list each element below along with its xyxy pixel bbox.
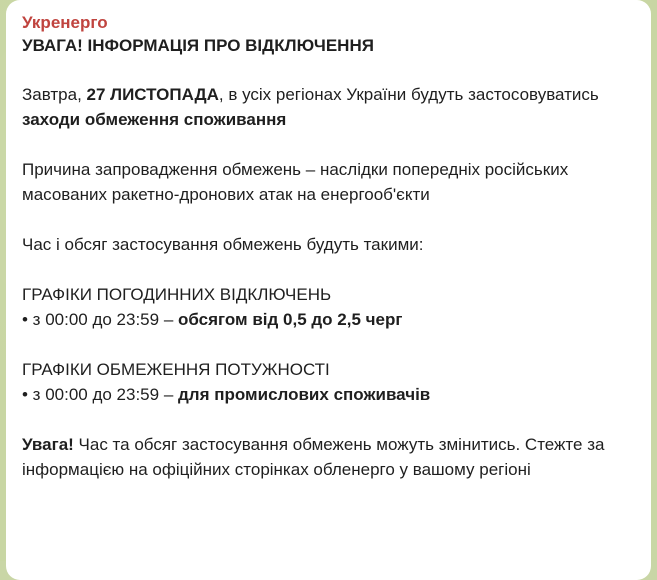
bullet-time: • з 00:00 до 23:59 – [22, 310, 178, 329]
sender-name[interactable]: Укренерго [22, 13, 108, 32]
section-bullet-power-limits [22, 382, 635, 407]
paragraph-warning [22, 432, 635, 482]
spacer [22, 57, 635, 82]
section-heading-hourly-outages: ГРАФІКИ ПОГОДИННИХ ВІДКЛЮЧЕНЬ [22, 285, 332, 304]
spacer [22, 332, 635, 357]
warning-label: Увага! [22, 435, 74, 454]
announcement-text-2: , в усіх регіонах України будуть застосовуватись [218, 85, 599, 104]
paragraph-announcement [22, 82, 635, 132]
spacer [22, 257, 635, 282]
paragraph-schedule-intro: Час і обсяг застосування обмежень будуть такими: [22, 235, 424, 254]
bullet-time: • з 00:00 до 23:59 – [22, 385, 178, 404]
message-bubble [6, 0, 651, 580]
section-bullet-hourly-outages [22, 307, 635, 332]
paragraph-reason: Причина запровадження обмежень – наслідки попередніх російських масованих ракетно-дронових атак на енергооб'єкти [22, 160, 569, 204]
announcement-text: Завтра, [22, 85, 87, 104]
message-title: УВАГА! ІНФОРМАЦІЯ ПРО ВІДКЛЮЧЕННЯ [22, 36, 374, 55]
announcement-measures: заходи обмеження споживання [22, 110, 287, 129]
bullet-detail: для промислових споживачів [178, 385, 431, 404]
spacer [22, 132, 635, 157]
section-heading-power-limits: ГРАФІКИ ОБМЕЖЕННЯ ПОТУЖНОСТІ [22, 360, 330, 379]
spacer [22, 407, 635, 432]
warning-text: Час та обсяг застосування обмежень можуть змінитись. Стежте за інформацією на офіційних сторінках обленерго у вашому регіоні [22, 435, 605, 479]
announcement-date: 27 ЛИСТОПАДА [86, 85, 219, 104]
spacer [22, 207, 635, 232]
bullet-detail: обсягом від 0,5 до 2,5 черг [178, 310, 403, 329]
